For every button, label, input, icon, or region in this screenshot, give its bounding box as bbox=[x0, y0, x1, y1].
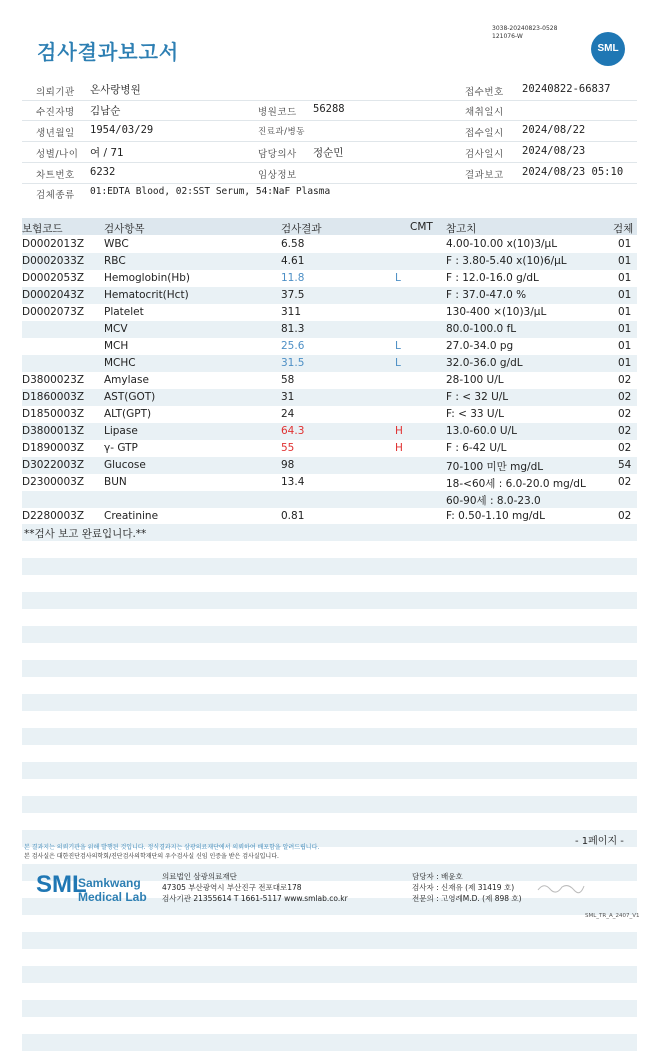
org-address: 47305 부산광역시 부산진구 전포대로178 bbox=[162, 883, 302, 892]
result-cell: 0.81 bbox=[281, 510, 305, 522]
specimen-cell: 02 bbox=[618, 442, 632, 454]
result-cell: 55 bbox=[281, 442, 295, 454]
insurance-code-cell: D2280003Z bbox=[22, 510, 85, 522]
insurance-code-cell: D3022003Z bbox=[22, 459, 85, 471]
result-cell: 31 bbox=[281, 391, 295, 403]
cmt-flag-cell: H bbox=[395, 425, 403, 437]
specimen-type-label: 검체종류 bbox=[36, 190, 75, 201]
table-row bbox=[22, 321, 637, 338]
result-cell: 11.8 bbox=[281, 272, 305, 284]
result-cell: 4.61 bbox=[281, 255, 305, 267]
insurance-code-cell: D2300003Z bbox=[22, 476, 85, 488]
empty-row bbox=[22, 966, 637, 983]
specimen-cell: 01 bbox=[618, 272, 632, 284]
test-item-cell: MCV bbox=[104, 323, 128, 335]
result-cell: 25.6 bbox=[281, 340, 305, 352]
reference-cell: 80.0-100.0 fL bbox=[446, 323, 517, 335]
table-row bbox=[22, 287, 637, 304]
sex-age-value: 여 / 71 bbox=[90, 147, 124, 159]
insurance-code-cell: D1850003Z bbox=[22, 408, 85, 420]
institution-label: 의뢰기관 bbox=[36, 87, 75, 98]
col-insurance-code: 보험코드 bbox=[22, 223, 63, 235]
specimen-cell: 54 bbox=[618, 459, 632, 471]
reference-cell: 28-100 U/L bbox=[446, 374, 504, 386]
empty-row bbox=[22, 796, 637, 813]
receipt-date-label: 접수일시 bbox=[465, 128, 504, 139]
reference-cell: F : < 32 U/L bbox=[446, 391, 509, 403]
document-id-line1: 3038-20240823-0528 bbox=[492, 25, 558, 32]
test-item-cell: MCHC bbox=[104, 357, 136, 369]
cmt-flag-cell: L bbox=[395, 272, 401, 284]
receipt-date-value: 2024/08/22 bbox=[522, 124, 586, 136]
test-item-cell: Platelet bbox=[104, 306, 144, 318]
report-title: 검사결과보고서 bbox=[37, 40, 180, 64]
test-date-label: 검사일시 bbox=[465, 149, 504, 160]
empty-row bbox=[22, 728, 637, 745]
specimen-cell: 01 bbox=[618, 289, 632, 301]
footer-notice-1: 본 결과지는 의뢰기관을 위해 발행된 것입니다. 정식결과지는 삼광의료재단에서 의뢰하여 배포함을 알려드립니다. bbox=[24, 844, 320, 851]
doctor-label: 담당의사 bbox=[258, 149, 297, 160]
document-id-line2: 121076-W bbox=[492, 33, 523, 40]
receipt-no-label: 접수번호 bbox=[465, 87, 504, 98]
page-number: - 1페이지 - bbox=[575, 836, 624, 847]
table-row bbox=[22, 508, 637, 525]
test-item-cell: ALT(GPT) bbox=[104, 408, 152, 420]
reference-cell: 70-100 미만 mg/dL bbox=[446, 461, 544, 473]
empty-row bbox=[22, 1034, 637, 1051]
table-row bbox=[22, 270, 637, 287]
chart-no-value: 6232 bbox=[90, 166, 116, 178]
reference-cell: 18-<60세 : 6.0-20.0 mg/dL bbox=[446, 478, 586, 490]
table-row bbox=[22, 355, 637, 372]
table-row bbox=[22, 304, 637, 321]
test-item-cell: AST(GOT) bbox=[104, 391, 156, 403]
reference-cell: 60-90세 : 8.0-23.0 bbox=[446, 495, 541, 507]
col-result: 검사결과 bbox=[281, 223, 322, 235]
result-cell: 98 bbox=[281, 459, 295, 471]
specimen-type-value: 01:EDTA Blood, 02:SST Serum, 54:NaF Plasma bbox=[90, 186, 331, 197]
col-reference: 참고치 bbox=[446, 223, 477, 235]
result-cell: 81.3 bbox=[281, 323, 305, 335]
footer-sml-logo: SML bbox=[36, 871, 87, 898]
reference-cell: 130-400 ×(10)3/μL bbox=[446, 306, 547, 318]
sml-logo: SML bbox=[591, 32, 625, 66]
empty-row bbox=[22, 626, 637, 643]
empty-row bbox=[22, 1000, 637, 1017]
insurance-code-cell: D3800023Z bbox=[22, 374, 85, 386]
reference-cell: F : 37.0-47.0 % bbox=[446, 289, 527, 301]
reference-cell: F: < 33 U/L bbox=[446, 408, 505, 420]
test-item-cell: Creatinine bbox=[104, 510, 159, 522]
collection-date-label: 채취일시 bbox=[465, 107, 504, 118]
test-item-cell: Hemoglobin(Hb) bbox=[104, 272, 191, 284]
brand-name-line1: Samkwang bbox=[78, 876, 141, 890]
reference-cell: F : 3.80-5.40 x(10)6/μL bbox=[446, 255, 567, 267]
test-item-cell: RBC bbox=[104, 255, 126, 267]
specimen-cell: 02 bbox=[618, 408, 632, 420]
chart-no-label: 차트번호 bbox=[36, 170, 75, 181]
receipt-no-value: 20240822-66837 bbox=[522, 83, 611, 95]
cmt-flag-cell: L bbox=[395, 340, 401, 352]
reference-cell: F : 12.0-16.0 g/dL bbox=[446, 272, 539, 284]
document-id bbox=[492, 25, 557, 41]
table-row bbox=[22, 474, 637, 491]
header-divider bbox=[22, 120, 637, 121]
table-row bbox=[22, 372, 637, 389]
reference-cell: 13.0-60.0 U/L bbox=[446, 425, 517, 437]
specimen-cell: 01 bbox=[618, 357, 632, 369]
birth-value: 1954/03/29 bbox=[90, 124, 154, 136]
empty-row bbox=[22, 762, 637, 779]
col-test-item: 검사항목 bbox=[104, 223, 145, 235]
reference-cell: 32.0-36.0 g/dL bbox=[446, 357, 523, 369]
insurance-code-cell: D1860003Z bbox=[22, 391, 85, 403]
cmt-flag-cell: H bbox=[395, 442, 403, 454]
specimen-cell: 02 bbox=[618, 425, 632, 437]
org-name: 의료법인 삼광의료재단 bbox=[162, 872, 237, 881]
reference-cell: 4.00-10.00 x(10)3/μL bbox=[446, 238, 558, 250]
specimen-cell: 02 bbox=[618, 374, 632, 386]
signature-scribble bbox=[536, 880, 586, 894]
hospital-code-value: 56288 bbox=[313, 103, 345, 115]
department-label: 진료과/병동 bbox=[258, 127, 305, 137]
report-date-label: 결과보고 bbox=[465, 170, 504, 181]
insurance-code-cell: D1890003Z bbox=[22, 442, 85, 454]
table-row bbox=[22, 338, 637, 355]
reference-cell: F: 0.50-1.10 mg/dL bbox=[446, 510, 545, 522]
institution-value: 온사랑병원 bbox=[90, 84, 141, 96]
form-version: SML_TR_A_2407_V1 bbox=[585, 913, 640, 919]
insurance-code-cell: D3800013Z bbox=[22, 425, 85, 437]
test-item-cell: Glucose bbox=[104, 459, 146, 471]
empty-row bbox=[22, 558, 637, 575]
birth-label: 생년월일 bbox=[36, 128, 75, 139]
hospital-code-label: 병원코드 bbox=[258, 107, 297, 118]
table-row bbox=[22, 457, 637, 474]
result-cell: 64.3 bbox=[281, 425, 305, 437]
insurance-code-cell: D0002053Z bbox=[22, 272, 85, 284]
insurance-code-cell: D0002033Z bbox=[22, 255, 85, 267]
table-row bbox=[22, 236, 637, 253]
table-row bbox=[22, 423, 637, 440]
footer-notice-2: 본 검사실은 대한진단검사의학회/진단검사의학재단의 우수검사실 신임 인증을 받은 검사실입니다. bbox=[24, 853, 279, 860]
insurance-code-cell: D0002013Z bbox=[22, 238, 85, 250]
insurance-code-cell: D0002073Z bbox=[22, 306, 85, 318]
staff-tester: 검사자 : 신재유 (제 31419 호) bbox=[412, 883, 515, 892]
test-item-cell: Hematocrit(Hct) bbox=[104, 289, 189, 301]
report-date-value: 2024/08/23 05:10 bbox=[522, 166, 624, 178]
result-cell: 13.4 bbox=[281, 476, 305, 488]
header-divider bbox=[22, 141, 637, 142]
cmt-flag-cell: L bbox=[395, 357, 401, 369]
clinical-info-label: 임상정보 bbox=[258, 170, 297, 181]
reference-cell: F : 6-42 U/L bbox=[446, 442, 507, 454]
result-cell: 58 bbox=[281, 374, 295, 386]
col-specimen: 검체 bbox=[613, 223, 634, 235]
test-item-cell: γ- GTP bbox=[104, 442, 138, 454]
specimen-cell: 01 bbox=[618, 306, 632, 318]
table-row bbox=[22, 253, 637, 270]
empty-row bbox=[22, 660, 637, 677]
result-cell: 37.5 bbox=[281, 289, 305, 301]
empty-row bbox=[22, 694, 637, 711]
result-cell: 31.5 bbox=[281, 357, 305, 369]
test-item-cell: WBC bbox=[104, 238, 129, 250]
table-row bbox=[22, 389, 637, 406]
footer-organization bbox=[162, 871, 348, 904]
test-date-value: 2024/08/23 bbox=[522, 145, 586, 157]
result-cell: 6.58 bbox=[281, 238, 305, 250]
table-row bbox=[22, 491, 637, 508]
brand-name-line2: Medical Lab bbox=[78, 890, 147, 904]
test-item-cell: Amylase bbox=[104, 374, 149, 386]
header-divider bbox=[22, 162, 637, 163]
test-item-cell: Lipase bbox=[104, 425, 138, 437]
specimen-cell: 01 bbox=[618, 323, 632, 335]
reference-cell: 27.0-34.0 pg bbox=[446, 340, 514, 352]
footer-staff bbox=[412, 871, 522, 904]
header-divider bbox=[22, 100, 637, 101]
insurance-code-cell: D0002043Z bbox=[22, 289, 85, 301]
report-complete-note: **검사 보고 완료입니다.** bbox=[24, 528, 147, 540]
test-item-cell: BUN bbox=[104, 476, 127, 488]
staff-manager: 담당자 : 배윤호 bbox=[412, 872, 463, 881]
specimen-cell: 01 bbox=[618, 238, 632, 250]
org-contact: 검사기관 21355614 T 1661-5117 www.smlab.co.kr bbox=[162, 894, 348, 903]
specimen-cell: 02 bbox=[618, 476, 632, 488]
specimen-cell: 02 bbox=[618, 510, 632, 522]
header-divider bbox=[22, 183, 637, 184]
patient-name-label: 수진자명 bbox=[36, 107, 75, 118]
doctor-value: 정순민 bbox=[313, 147, 344, 159]
sex-age-label: 성별/나이 bbox=[36, 149, 79, 160]
footer-brand-name bbox=[78, 876, 147, 904]
patient-name-value: 김남순 bbox=[90, 105, 121, 117]
empty-row bbox=[22, 592, 637, 609]
table-row bbox=[22, 406, 637, 423]
empty-row bbox=[22, 932, 637, 949]
specimen-cell: 01 bbox=[618, 255, 632, 267]
col-cmt: CMT bbox=[410, 221, 433, 233]
staff-specialist: 전문의 : 고영례M.D. (제 898 호) bbox=[412, 894, 522, 903]
table-row bbox=[22, 440, 637, 457]
test-item-cell: MCH bbox=[104, 340, 129, 352]
specimen-cell: 01 bbox=[618, 340, 632, 352]
result-cell: 311 bbox=[281, 306, 302, 318]
result-cell: 24 bbox=[281, 408, 295, 420]
end-note-row bbox=[22, 524, 637, 541]
specimen-cell: 02 bbox=[618, 391, 632, 403]
